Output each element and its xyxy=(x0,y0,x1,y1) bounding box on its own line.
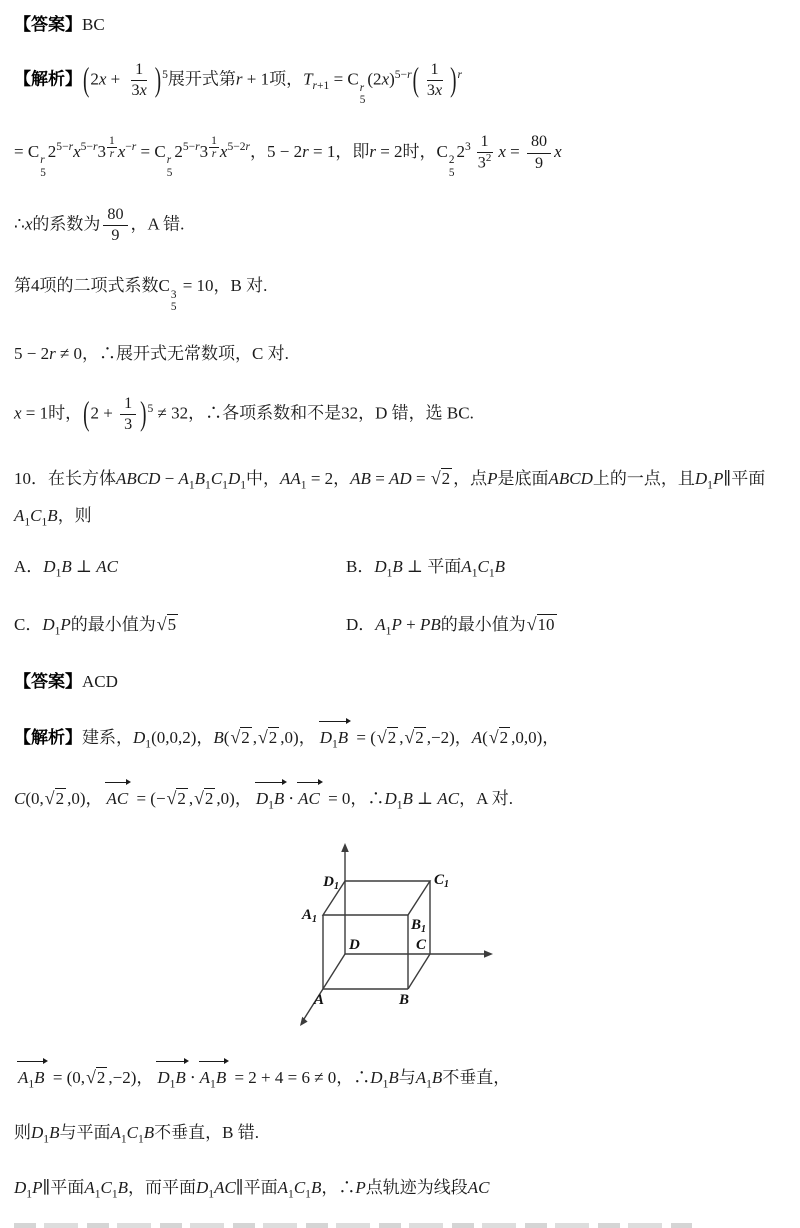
axis-arrowheads xyxy=(300,843,493,1026)
options-row-ab xyxy=(14,552,784,583)
solution-q9-line-3: ∴x的系数为 $\frac{80}{9}$ ，A 错. xyxy=(14,206,185,245)
label-B1: $B_1$ xyxy=(411,916,427,935)
label-A: A xyxy=(313,991,325,1008)
label-C: C xyxy=(415,936,427,953)
label-A1: $A_1$ xyxy=(301,906,317,925)
option-d: D．$A_1P$ + PB的最小值为√10 xyxy=(346,614,555,638)
y-axis xyxy=(304,954,345,1019)
solution-q9-line-5: 5 − 2r ≠ 0，∴展开式无常数项，C 对. xyxy=(14,344,289,364)
solution-q9-line-2: = C r 5 $2^{5-r}x^{5-r}3$ $^{\frac{1}{r}}$ $x^{-r} = C$ r 5 $2^{5-r}3$ $^{\frac{1}{r}}$ $x^{5-2r}$，5 − 2r = 1，即r = 2时，C 2 5 $2^3$ $\frac{1}{3^2}$ x = $\frac{80}{9}$ x xyxy=(14,133,562,180)
option-b: B．$D_1B$ ⊥ 平面$A_1C_1B$ xyxy=(346,556,505,579)
solution-q10-line-5: $D_1P\parallel$平面$A_1C_1B$，而平面$D_1AC\parallel$平面$A_1C_1B$，∴P点轨迹为线段AC xyxy=(14,1177,490,1201)
x-axis-arrow xyxy=(484,950,493,958)
cuboid-svg xyxy=(283,839,515,1035)
options-row-cd xyxy=(14,608,784,641)
label-C1: $C_1$ xyxy=(434,871,450,890)
option-a: A．$D_1B$ ⊥ AC xyxy=(14,556,118,579)
cutoff-text-sliver xyxy=(14,1223,692,1228)
solution-q10-line-4: 则$D_1B$与平面$A_1C_1B$不垂直，B 错. xyxy=(14,1123,259,1146)
answer-line-q9: 【答案】BC xyxy=(14,15,105,34)
solution-q10-line-1: 【解析】建系，$D_1(0,0,2)$，B(√2 ,√2 ,0)， $D_1B = (√2$ ,√2 ,−2)，A(√2 ,0,0)， xyxy=(14,717,784,753)
solution-q10-line-2: C(0,√2 ,0)， AC = (−√2 ,√2 ,0)， $D_1B$ ⋅ AC = 0，$\therefore D_1B$ ⊥ AC，A 对. xyxy=(14,778,784,814)
solution-q9-line-6: x = 1时，(2 + $\frac{1}{3}$ )$^5$ ≠ 32，∴各项系数和不是32，D 错，选 BC. xyxy=(14,395,474,434)
option-c: C．$D_1P$的最小值为√5 xyxy=(14,614,177,638)
label-D: D xyxy=(349,936,360,953)
top-face xyxy=(323,881,430,915)
solution-q9-line-1: 【解析】(2x + $\frac{1}{3x}$ )$^5$展开式第r + 1项，$T_{r+1} = C$ r 5 $(2x)^{5-r}$( $\frac{1}{3x}$ )$^r$ xyxy=(14,60,463,107)
cuboid-figure xyxy=(14,839,784,1035)
z-axis-arrow xyxy=(341,843,349,852)
label-B: B xyxy=(398,991,410,1008)
question-10-stem: 10．在长方体ABCD − $A_1B_1C_1D_1$中，$AA_1 = 2$，AB = AD = √2 ，点P是底面ABCD上的一点，且$D_1P\parallel$平面$A_1C_1B$，则 xyxy=(14,468,766,529)
answer-line-q10: 【答案】ACD xyxy=(14,671,118,691)
solution-q9-line-4: 第4项的二项式系数C 3 5 = 10，B 对. xyxy=(14,276,268,314)
label-D1: $D_1$ xyxy=(323,873,339,892)
cuboid-edges xyxy=(323,881,430,989)
edge-BC xyxy=(408,954,430,989)
solution-q10-line-3: $A_1B = (0,√2$ ,−2)， $D_1B$ ⋅ $A_1B = 2 + 4 = 6 \ne 0$，$\therefore D_1B$与$A_1B$不垂直， xyxy=(14,1057,784,1093)
